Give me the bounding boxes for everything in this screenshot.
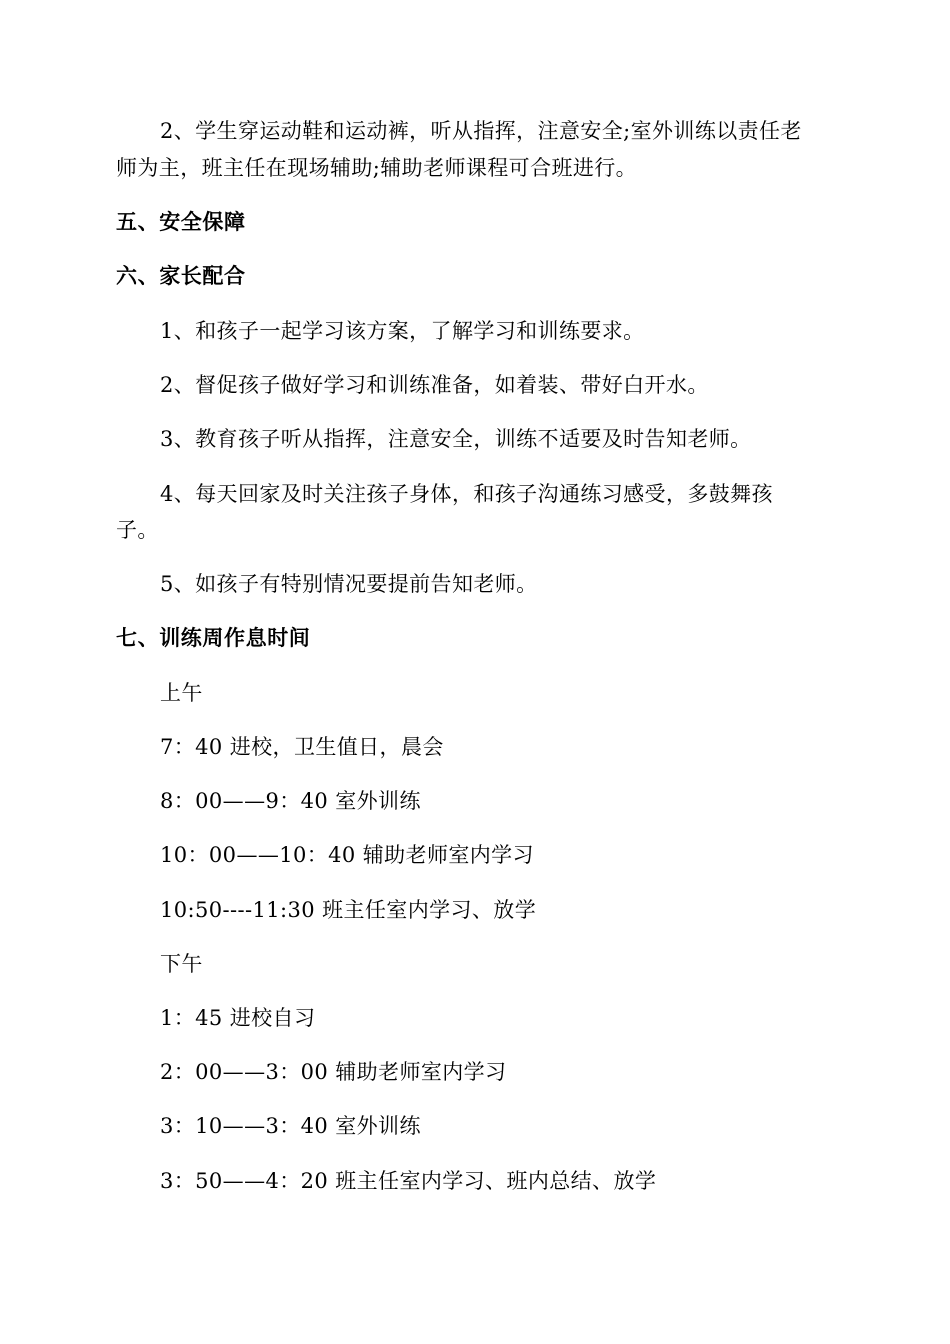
list-item-continuation: 子。: [116, 518, 159, 542]
list-item: 5、如孩子有特别情况要提前告知老师。: [160, 572, 538, 596]
list-item: 4、每天回家及时关注孩子身体，和孩子沟通练习感受，多鼓舞孩: [160, 482, 773, 506]
paragraph-line: 师为主，班主任在现场辅助;辅助老师课程可合班进行。: [116, 156, 638, 180]
schedule-entry: 3：50——4：20 班主任室内学习、班内总结、放学: [160, 1169, 657, 1193]
schedule-entry: 1：45 进校自习: [160, 1006, 316, 1030]
list-item: 3、教育孩子听从指挥，注意安全，训练不适要及时告知老师。: [160, 427, 752, 451]
schedule-entry: 8：00——9：40 室外训练: [160, 789, 421, 813]
schedule-entry: 2：00——3：00 辅助老师室内学习: [160, 1060, 507, 1084]
schedule-afternoon-label: 下午: [160, 952, 203, 976]
schedule-morning-label: 上午: [160, 681, 203, 705]
schedule-entry: 10:50----11:30 班主任室内学习、放学: [160, 898, 537, 922]
list-item: 1、和孩子一起学习该方案，了解学习和训练要求。: [160, 319, 645, 343]
schedule-entry: 7：40 进校，卫生值日，晨会: [160, 735, 444, 759]
section-heading-safety: 五、安全保障: [116, 210, 246, 234]
list-item: 2、督促孩子做好学习和训练准备，如着装、带好白开水。: [160, 373, 709, 397]
schedule-entry: 10：00——10：40 辅助老师室内学习: [160, 843, 534, 867]
section-heading-parents: 六、家长配合: [116, 264, 246, 288]
paragraph-line: 2、学生穿运动鞋和运动裤，听从指挥，注意安全;室外训练以责任老: [160, 119, 802, 143]
section-heading-schedule: 七、训练周作息时间: [116, 626, 311, 650]
schedule-entry: 3：10——3：40 室外训练: [160, 1114, 421, 1138]
